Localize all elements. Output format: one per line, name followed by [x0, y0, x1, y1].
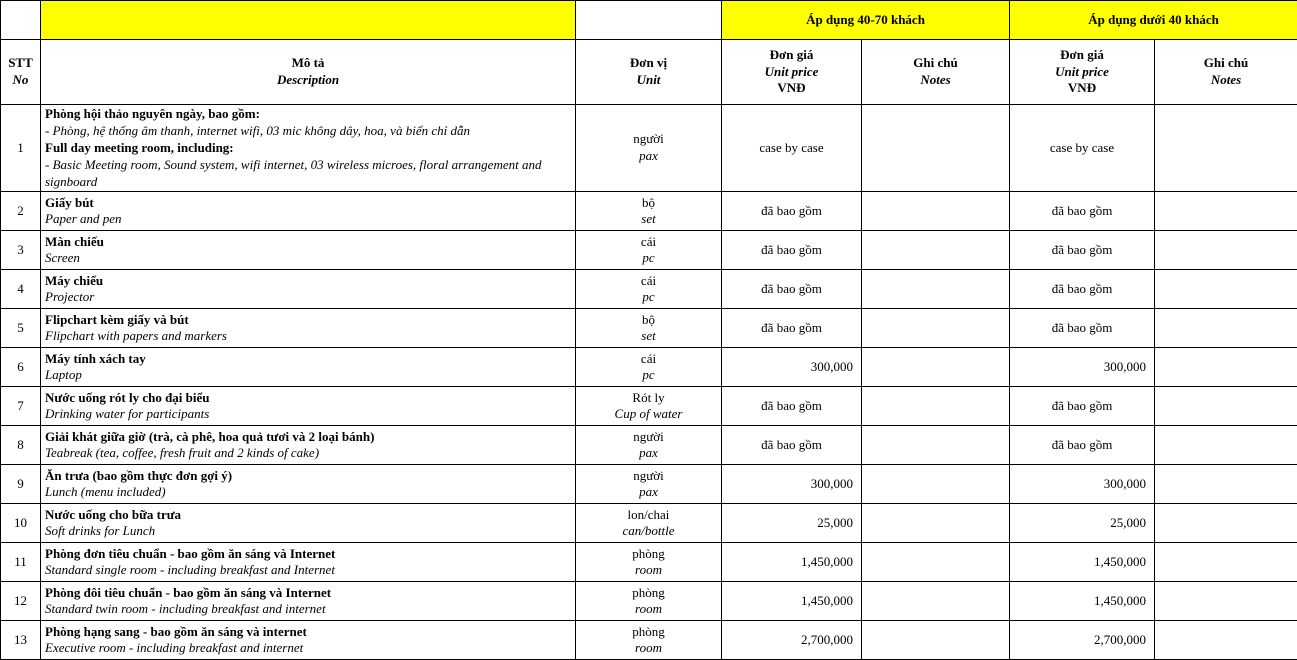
- row-price-40-70: đã bao gồm: [722, 309, 862, 348]
- row-notes-under-40: [1155, 504, 1297, 543]
- description-line: Executive room - including breakfast and internet: [45, 640, 571, 657]
- row-notes-under-40: [1155, 105, 1297, 192]
- row-unit: [576, 387, 722, 426]
- table-row: [1, 582, 1297, 621]
- group-header-row: [1, 1, 1297, 40]
- row-unit: [576, 504, 722, 543]
- row-price-40-70: đã bao gồm: [722, 192, 862, 231]
- table-row: [1, 348, 1297, 387]
- description-line: Phòng hạng sang - bao gồm ăn sáng và internet: [45, 624, 571, 641]
- row-unit: [576, 192, 722, 231]
- description-line: Flipchart with papers and markers: [45, 328, 571, 345]
- row-description: [41, 192, 576, 231]
- description-line: Phòng hội thảo nguyên ngày, bao gồm:: [45, 106, 571, 123]
- row-description: [41, 387, 576, 426]
- unit-vietnamese: phòng: [580, 546, 717, 563]
- row-price-40-70: case by case: [722, 105, 862, 192]
- table-row: [1, 426, 1297, 465]
- header-price-currency-2: VNĐ: [1014, 80, 1150, 97]
- row-price-under-40: case by case: [1010, 105, 1155, 192]
- row-price-under-40: 2,700,000: [1010, 621, 1155, 660]
- group-cell-description: [41, 1, 576, 40]
- row-notes-under-40: [1155, 270, 1297, 309]
- description-line: Phòng đơn tiêu chuẩn - bao gồm ăn sáng và Internet: [45, 546, 571, 563]
- row-unit: [576, 348, 722, 387]
- row-unit: [576, 582, 722, 621]
- row-number: 13: [1, 621, 41, 660]
- unit-english: pax: [580, 148, 717, 165]
- table-row: [1, 192, 1297, 231]
- unit-english: set: [580, 211, 717, 228]
- table-row: [1, 387, 1297, 426]
- row-notes-under-40: [1155, 543, 1297, 582]
- row-number: 1: [1, 105, 41, 192]
- unit-english: pc: [580, 250, 717, 267]
- row-notes-under-40: [1155, 387, 1297, 426]
- table-row: [1, 504, 1297, 543]
- row-notes-40-70: [862, 192, 1010, 231]
- description-line: Soft drinks for Lunch: [45, 523, 571, 540]
- row-notes-under-40: [1155, 231, 1297, 270]
- row-price-under-40: 1,450,000: [1010, 543, 1155, 582]
- table-row: [1, 105, 1297, 192]
- unit-vietnamese: cái: [580, 351, 717, 368]
- row-price-under-40: 1,450,000: [1010, 582, 1155, 621]
- unit-vietnamese: bộ: [580, 195, 717, 212]
- column-header-stt: [1, 40, 41, 105]
- row-notes-40-70: [862, 231, 1010, 270]
- header-price-en-1: Unit price: [726, 64, 857, 81]
- table-row: [1, 621, 1297, 660]
- column-header-unit: [576, 40, 722, 105]
- table-row: [1, 309, 1297, 348]
- row-price-40-70: đã bao gồm: [722, 270, 862, 309]
- column-header-description: [41, 40, 576, 105]
- description-line: Máy tính xách tay: [45, 351, 571, 368]
- header-desc-vn: Mô tả: [45, 55, 571, 72]
- description-line: Màn chiếu: [45, 234, 571, 251]
- description-line: Máy chiếu: [45, 273, 571, 290]
- row-price-under-40: 300,000: [1010, 348, 1155, 387]
- header-price-currency-1: VNĐ: [726, 80, 857, 97]
- row-price-under-40: đã bao gồm: [1010, 426, 1155, 465]
- row-notes-40-70: [862, 582, 1010, 621]
- row-description: [41, 348, 576, 387]
- row-number: 6: [1, 348, 41, 387]
- row-description: [41, 543, 576, 582]
- row-unit: [576, 309, 722, 348]
- row-notes-40-70: [862, 504, 1010, 543]
- row-unit: [576, 543, 722, 582]
- row-description: [41, 621, 576, 660]
- description-line: Standard twin room - including breakfast and internet: [45, 601, 571, 618]
- description-line: Teabreak (tea, coffee, fresh fruit and 2 kinds of cake): [45, 445, 571, 462]
- row-unit: [576, 105, 722, 192]
- unit-vietnamese: lon/chai: [580, 507, 717, 524]
- row-notes-40-70: [862, 387, 1010, 426]
- table-body: [1, 105, 1297, 660]
- unit-vietnamese: người: [580, 468, 717, 485]
- row-notes-40-70: [862, 105, 1010, 192]
- group-cell-stt: [1, 1, 41, 40]
- description-line: Giấy bút: [45, 195, 571, 212]
- row-notes-40-70: [862, 465, 1010, 504]
- row-number: 12: [1, 582, 41, 621]
- table-head: [1, 1, 1297, 105]
- header-notes-en-2: Notes: [1159, 72, 1293, 89]
- row-notes-40-70: [862, 426, 1010, 465]
- header-price-en-2: Unit price: [1014, 64, 1150, 81]
- row-price-40-70: đã bao gồm: [722, 426, 862, 465]
- row-price-under-40: đã bao gồm: [1010, 192, 1155, 231]
- unit-vietnamese: phòng: [580, 624, 717, 641]
- row-price-40-70: 300,000: [722, 465, 862, 504]
- unit-vietnamese: người: [580, 429, 717, 446]
- row-notes-under-40: [1155, 621, 1297, 660]
- column-header-row: [1, 40, 1297, 105]
- row-unit: [576, 426, 722, 465]
- unit-vietnamese: cái: [580, 234, 717, 251]
- row-description: [41, 105, 576, 192]
- table-row: [1, 465, 1297, 504]
- row-description: [41, 309, 576, 348]
- unit-vietnamese: cái: [580, 273, 717, 290]
- description-line: Lunch (menu included): [45, 484, 571, 501]
- description-line: Projector: [45, 289, 571, 306]
- row-description: [41, 231, 576, 270]
- unit-english: room: [580, 601, 717, 618]
- description-line: Full day meeting room, including:: [45, 140, 571, 157]
- description-line: - Phòng, hệ thống âm thanh, internet wifi, 03 mic không dây, hoa, và biển chỉ dẫn: [45, 123, 571, 140]
- row-notes-under-40: [1155, 582, 1297, 621]
- row-notes-40-70: [862, 621, 1010, 660]
- row-price-40-70: 2,700,000: [722, 621, 862, 660]
- description-line: Nước uống cho bữa trưa: [45, 507, 571, 524]
- unit-vietnamese: phòng: [580, 585, 717, 602]
- row-price-40-70: 300,000: [722, 348, 862, 387]
- row-price-40-70: 25,000: [722, 504, 862, 543]
- row-number: 10: [1, 504, 41, 543]
- unit-english: room: [580, 640, 717, 657]
- unit-vietnamese: bộ: [580, 312, 717, 329]
- description-line: - Basic Meeting room, Sound system, wifi internet, 03 wireless microes, floral arrangement and signboard: [45, 157, 571, 191]
- group-header-under-40: Áp dụng dưới 40 khách: [1010, 1, 1297, 40]
- row-number: 7: [1, 387, 41, 426]
- row-price-under-40: đã bao gồm: [1010, 231, 1155, 270]
- row-description: [41, 270, 576, 309]
- unit-vietnamese: Rót ly: [580, 390, 717, 407]
- row-description: [41, 426, 576, 465]
- description-line: Nước uống rót ly cho đại biểu: [45, 390, 571, 407]
- description-line: Phòng đôi tiêu chuẩn - bao gồm ăn sáng và Internet: [45, 585, 571, 602]
- column-header-notes-under-40: [1155, 40, 1297, 105]
- row-notes-40-70: [862, 348, 1010, 387]
- row-number: 4: [1, 270, 41, 309]
- header-unit-en: Unit: [580, 72, 717, 89]
- table-row: [1, 270, 1297, 309]
- unit-english: pax: [580, 445, 717, 462]
- row-price-under-40: đã bao gồm: [1010, 309, 1155, 348]
- row-description: [41, 465, 576, 504]
- row-number: 3: [1, 231, 41, 270]
- header-price-vn-1: Đơn giá: [726, 47, 857, 64]
- description-line: Flipchart kèm giấy và bút: [45, 312, 571, 329]
- header-price-vn-2: Đơn giá: [1014, 47, 1150, 64]
- row-number: 9: [1, 465, 41, 504]
- unit-english: Cup of water: [580, 406, 717, 423]
- unit-english: pc: [580, 367, 717, 384]
- row-notes-under-40: [1155, 192, 1297, 231]
- row-number: 2: [1, 192, 41, 231]
- header-unit-vn: Đơn vị: [580, 55, 717, 72]
- description-line: Drinking water for participants: [45, 406, 571, 423]
- row-unit: [576, 465, 722, 504]
- column-header-price-40-70: [722, 40, 862, 105]
- row-notes-40-70: [862, 309, 1010, 348]
- row-number: 5: [1, 309, 41, 348]
- unit-english: can/bottle: [580, 523, 717, 540]
- description-line: Standard single room - including breakfast and Internet: [45, 562, 571, 579]
- row-description: [41, 582, 576, 621]
- unit-english: room: [580, 562, 717, 579]
- row-number: 11: [1, 543, 41, 582]
- table-row: [1, 231, 1297, 270]
- column-header-price-under-40: [1010, 40, 1155, 105]
- row-price-40-70: 1,450,000: [722, 582, 862, 621]
- row-notes-under-40: [1155, 426, 1297, 465]
- row-price-40-70: đã bao gồm: [722, 387, 862, 426]
- row-number: 8: [1, 426, 41, 465]
- description-line: Giải khát giữa giờ (trà, cà phê, hoa quả tươi và 2 loại bánh): [45, 429, 571, 446]
- unit-english: pax: [580, 484, 717, 501]
- description-line: Screen: [45, 250, 571, 267]
- unit-vietnamese: người: [580, 131, 717, 148]
- column-header-notes-40-70: [862, 40, 1010, 105]
- header-notes-vn-1: Ghi chú: [866, 55, 1005, 72]
- header-stt-en: No: [5, 72, 36, 89]
- row-notes-under-40: [1155, 309, 1297, 348]
- group-cell-unit: [576, 1, 722, 40]
- description-line: Paper and pen: [45, 211, 571, 228]
- group-header-40-70: Áp dụng 40-70 khách: [722, 1, 1010, 40]
- row-price-under-40: đã bao gồm: [1010, 387, 1155, 426]
- row-price-under-40: 300,000: [1010, 465, 1155, 504]
- description-line: Ăn trưa (bao gồm thực đơn gợi ý): [45, 468, 571, 485]
- row-notes-under-40: [1155, 465, 1297, 504]
- header-notes-vn-2: Ghi chú: [1159, 55, 1293, 72]
- header-notes-en-1: Notes: [866, 72, 1005, 89]
- header-stt-vn: STT: [5, 55, 36, 72]
- row-price-under-40: đã bao gồm: [1010, 270, 1155, 309]
- row-unit: [576, 231, 722, 270]
- row-price-40-70: 1,450,000: [722, 543, 862, 582]
- row-description: [41, 504, 576, 543]
- row-unit: [576, 621, 722, 660]
- unit-english: set: [580, 328, 717, 345]
- row-notes-under-40: [1155, 348, 1297, 387]
- row-price-40-70: đã bao gồm: [722, 231, 862, 270]
- row-notes-40-70: [862, 543, 1010, 582]
- header-desc-en: Description: [45, 72, 571, 89]
- row-notes-40-70: [862, 270, 1010, 309]
- table-row: [1, 543, 1297, 582]
- row-unit: [576, 270, 722, 309]
- description-line: Laptop: [45, 367, 571, 384]
- row-price-under-40: 25,000: [1010, 504, 1155, 543]
- unit-english: pc: [580, 289, 717, 306]
